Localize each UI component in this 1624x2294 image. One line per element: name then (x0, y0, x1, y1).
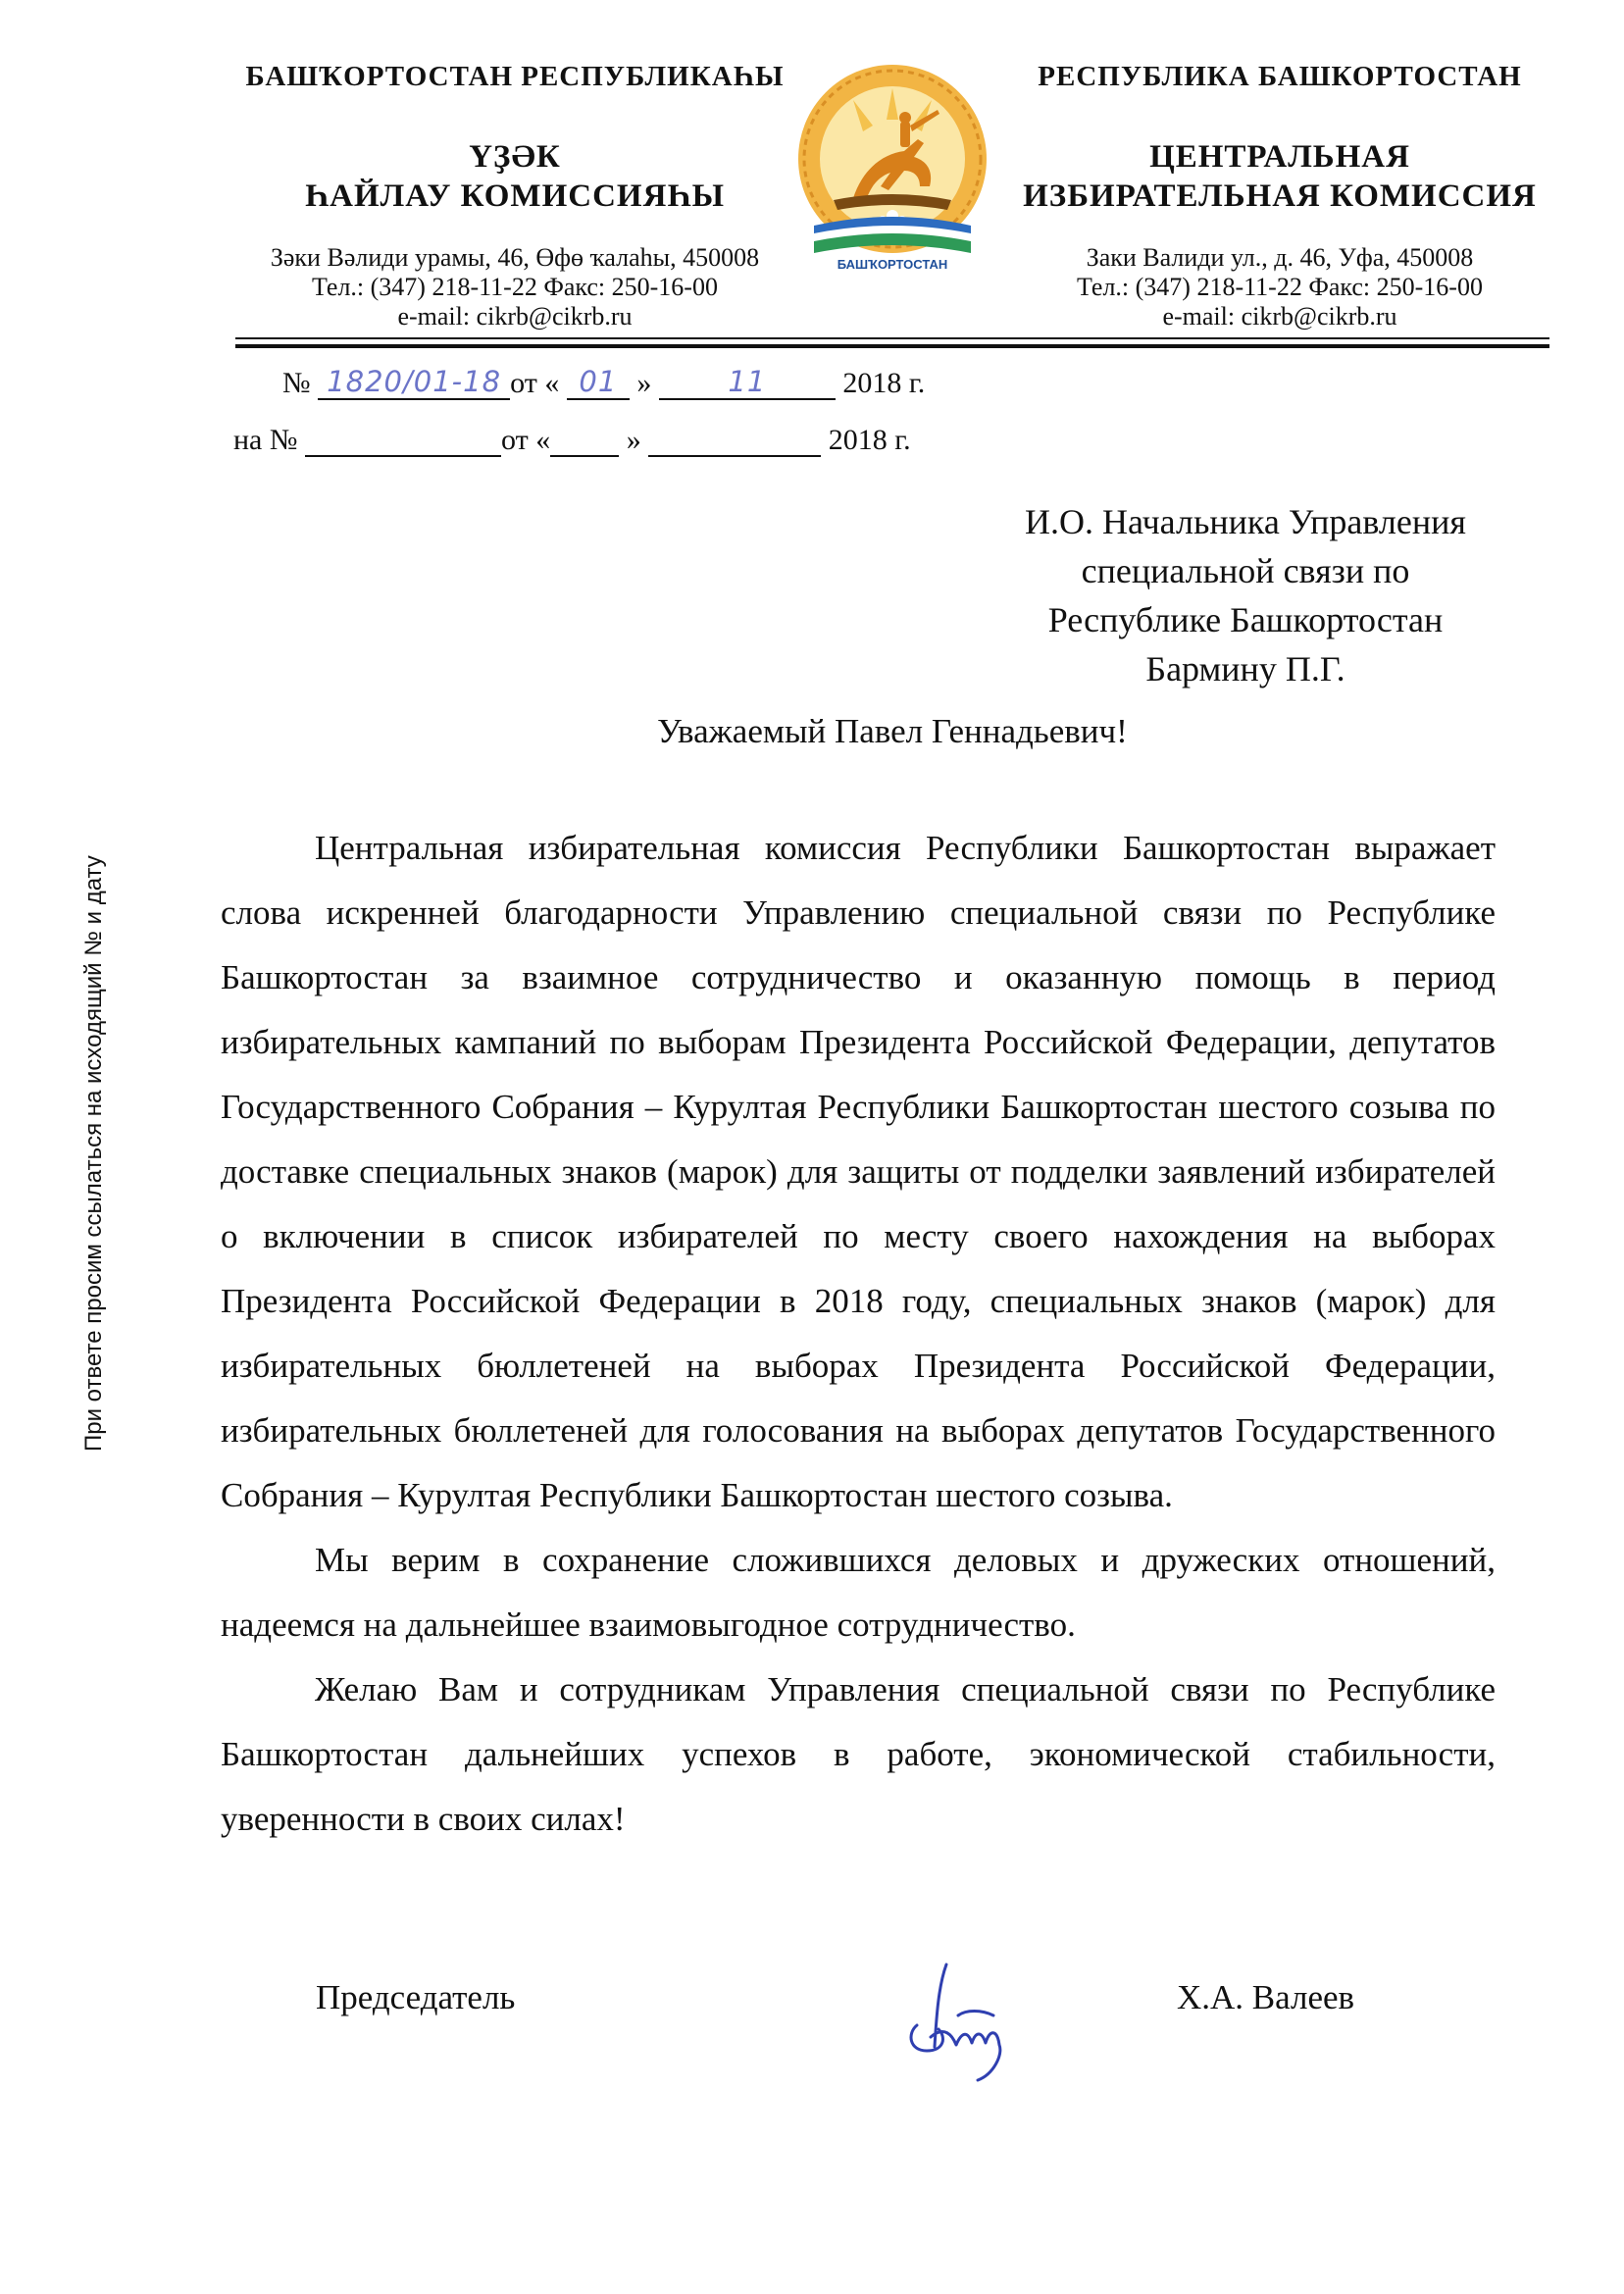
header-divider-thin (235, 337, 1549, 339)
left-org-name (245, 137, 785, 216)
incoming-month-blank (648, 422, 821, 457)
coat-of-arms-emblem (794, 61, 990, 279)
header-divider-thick (235, 344, 1549, 348)
signatory-title: Председатель (316, 1978, 516, 2016)
number-sign: № (282, 367, 311, 399)
left-country-name: БАШҠОРТОСТАН РЕСПУБЛИКАҺЫ (245, 61, 785, 92)
right-address: Заки Валиди ул., д. 46, Уфа, 450008 (1086, 243, 1474, 272)
left-org-line1: ҮҘӘК (469, 139, 561, 175)
right-contact-block (1010, 243, 1549, 331)
incoming-reference-line (233, 422, 911, 457)
right-country-name: РЕСПУБЛИКА БАШКОРТОСТАН (1038, 61, 1522, 92)
incoming-number-blank (305, 422, 501, 457)
incoming-from-label: от « (501, 424, 551, 456)
incoming-prefix: на № (233, 424, 298, 456)
addressee-line: специальной связи по (1081, 551, 1410, 590)
letter-body (221, 816, 1496, 1852)
left-email: e-mail: cikrb@cikrb.ru (397, 302, 633, 331)
left-phone: Тел.: (347) 218-11-22 Факс: 250-16-00 (312, 273, 718, 301)
outgoing-year: 2018 г. (842, 367, 926, 399)
emblem-label: БАШҠОРТОСТАН (837, 257, 948, 272)
outgoing-number: 1820/01-18 (318, 365, 510, 400)
handwritten-signature (888, 1957, 1025, 2084)
right-org-line1: ЦЕНТРАЛЬНАЯ (1149, 139, 1410, 175)
salutation: Уважаемый Павел Геннадьевич! (657, 712, 1128, 750)
outgoing-close-quote: » (636, 367, 652, 399)
left-contact-block (245, 243, 785, 331)
body-paragraph: Центральная избирательная комиссия Республики Башкортостан выражает слова искренней благодарности Управлению специальной связи по Республике Башкортостан за взаимное сотрудничество и оказанную помощь в период избирательных кампаний по выборам Президента Российской Федерации, депутатов Государственного Собрания – Курултая Республики Башкортостан шестого созыва по доставке специальных знаков (марок) для защиты от подделки заявлений избирателей о включении в список избирателей по месту своего нахождения на выборах Президента Российской Федерации в 2018 году, специальных знаков (марок) для избирательных бюллетеней на выборах Президента Российской Федерации, избирательных бюллетеней для голосования на выборах депутатов Государственного Собрания – Курултая Республики Башкортостан шестого созыва. (221, 829, 1496, 1514)
addressee-line: Бармину П.Г. (1145, 649, 1345, 688)
left-org-line2: ҺАЙЛАУ КОМИССИЯҺЫ (304, 178, 726, 214)
right-phone: Тел.: (347) 218-11-22 Факс: 250-16-00 (1077, 273, 1483, 301)
outgoing-month: 11 (659, 365, 836, 400)
outgoing-day: 01 (567, 365, 630, 400)
addressee-line: Республике Башкортостан (1047, 600, 1444, 639)
right-email: e-mail: cikrb@cikrb.ru (1162, 302, 1397, 331)
incoming-day-blank (550, 422, 619, 457)
right-org-name (1010, 137, 1549, 216)
outgoing-from-label: от « (510, 367, 560, 399)
outgoing-registration-line (282, 365, 925, 400)
right-org-line2: ИЗБИРАТЕЛЬНАЯ КОМИССИЯ (1023, 178, 1537, 214)
addressee-block (981, 497, 1510, 693)
addressee-line: И.О. Начальника Управления (1025, 502, 1466, 541)
left-address: Зәки Вәлиди урамы, 46, Өфө ҡалаһы, 450008 (270, 243, 760, 272)
reply-reference-note: При ответе просим ссылаться на исходящий № и дату (80, 855, 107, 1452)
body-paragraph: Мы верим в сохранение сложившихся деловых и дружеских отношений, надеемся на дальнейшее взаимовыгодное сотрудничество. (221, 1541, 1496, 1644)
signatory-name: Х.А. Валеев (1177, 1978, 1355, 2016)
incoming-year: 2018 г. (828, 424, 911, 456)
body-paragraph: Желаю Вам и сотрудникам Управления специальной связи по Республике Башкортостан дальнейших успехов в работе, экономической стабильности, уверенности в своих силах! (221, 1670, 1496, 1838)
incoming-close-quote: » (626, 424, 641, 456)
